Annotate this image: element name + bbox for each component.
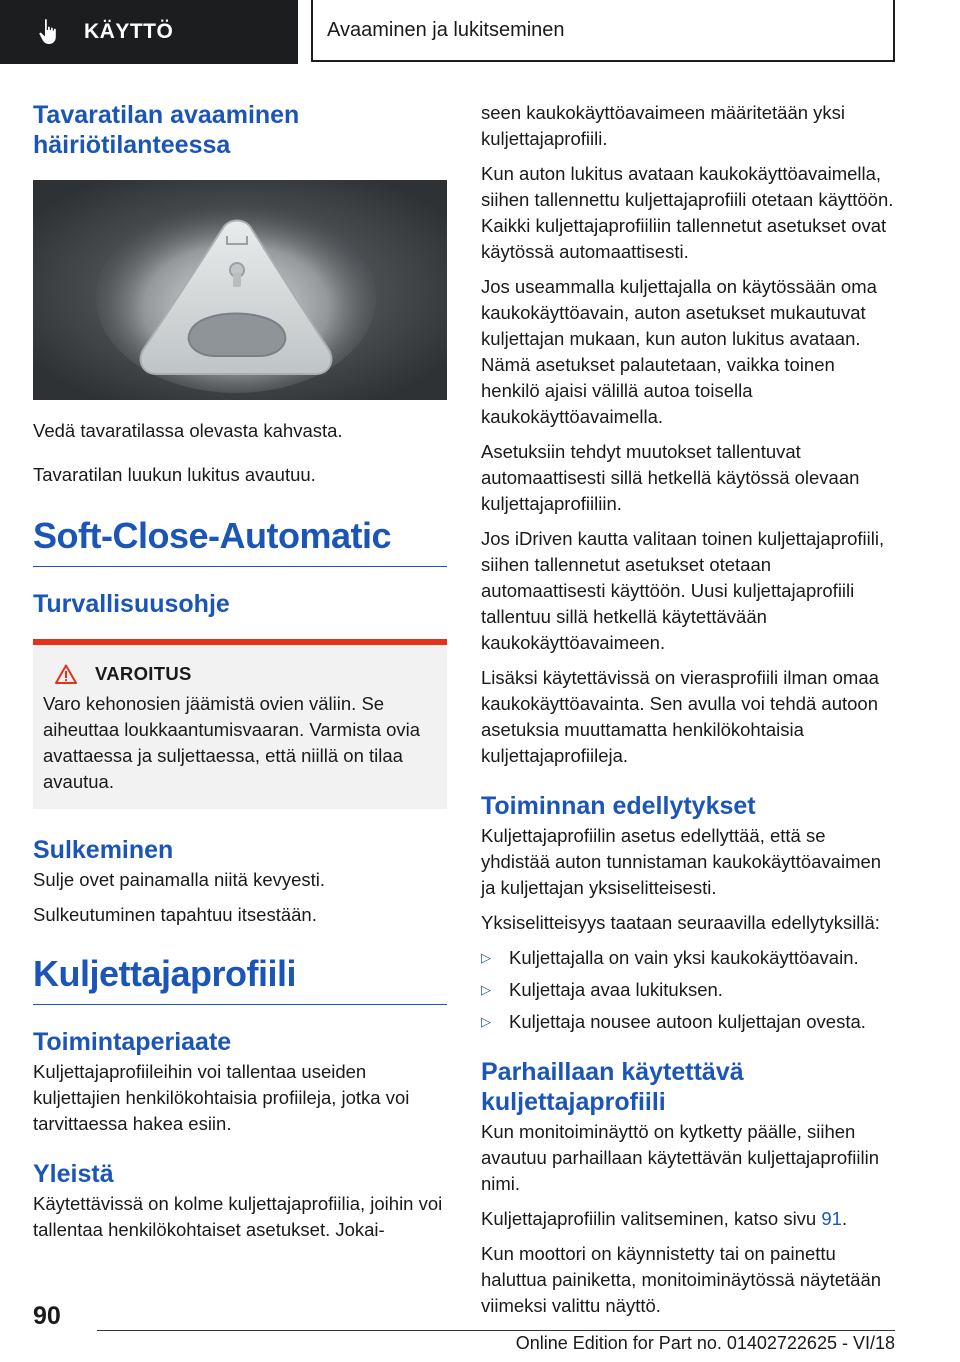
paragraph: Sulkeutuminen tapahtuu itsestään. [33,904,317,925]
list-item: ▷ Kuljettaja avaa lukituksen. [481,977,895,1003]
paragraph: Vedä tavaratilassa olevasta kahvasta. [33,420,343,441]
warning-title: VAROITUS [95,663,192,684]
paragraph: Kun moottori on käynnistetty tai on painettu haluttua painiketta, monitoiminäytössä näytetään viimeksi valittu näyttö. [481,1243,882,1316]
paragraph: Yksiselitteisyys taataan seuraavilla edellytyksillä: [481,912,880,933]
chapter-header [311,0,895,62]
section-title: KÄYTTÖ [84,20,174,43]
warning-text: Varo kehonosien jäämistä ovien väliin. Se aiheuttaa loukkaantumisvaaran. Varmista ovia avattaessa ja suljettaessa, että niillä on tilaa avautua. [43,693,421,792]
section-tab [0,0,298,64]
paragraph: Jos useammalla kuljettajalla on käytössään oma kaukokäyttöavain, auton asetukset mukautuvat kuljettajan mukaan, kun auton lukitus avataan. Nämä asetukset palautetaan, vaikka toinen henkilö ajaisi välillä autoa toisella kaukokäyttöavaimella. [481,276,877,427]
heading-general: Yleistä [33,1160,114,1188]
paragraph: Kun auton lukitus avataan kaukokäyttöavaimella, siihen tallennettu kuljettajaprofiili otetaan käyttöön. Kaikki kuljettajaprofiiliin tallennetut asetukset ovat käytössä automaattisesti. [481,163,894,262]
paragraph: Kun monitoiminäyttö on kytketty päälle, siihen avautuu parhaillaan käytettävän kuljettajaprofiilin nimi. [481,1121,880,1194]
page-number: 90 [33,1302,61,1330]
trunk-handle-illustration [33,180,447,400]
warning-box [33,639,447,809]
paragraph: Lisäksi käytettävissä on vierasprofiili ilman omaa kaukokäyttöavainta. Sen avulla voi tehdä autoon asetuksia muuttamatta henkilökohtaisia kuljettajaprofiileja. [481,667,879,766]
list-item: ▷ Kuljettajalla on vain yksi kaukokäyttöavain. [481,945,895,971]
footer-divider [97,1330,895,1331]
paragraph: Kuljettajaprofiileihin voi tallentaa useiden kuljettajien henkilökohtaisia profiileja, jotka voi tarvittaessa hakea esiin. [33,1061,410,1134]
heading-soft-close: Soft-Close-Automatic [33,514,447,567]
heading-requirements: Toiminnan edellytykset [481,792,756,820]
paragraph: Kuljettajaprofiilin asetus edellyttää, että se yhdistää auton tunnistaman kaukokäyttöavaimen ja kuljettajan yksiselitteisesti. [481,825,882,898]
bullet-triangle-icon: ▷ [481,950,491,965]
page-link[interactable]: 91 [821,1208,842,1229]
paragraph: seen kaukokäyttöavaimeen määritetään yksi kuljettajaprofiili. [481,102,846,149]
paragraph: Tavaratilan luukun lukitus avautuu. [33,464,316,485]
paragraph: Sulje ovet painamalla niitä kevyesti. [33,869,326,890]
heading-driver-profile: Kuljettajaprofiili [33,952,447,1005]
warning-triangle-icon [55,664,77,684]
bullet-triangle-icon: ▷ [481,1014,491,1029]
right-column [481,100,895,1328]
footer-edition: Online Edition for Part no. 01402722625 - VI/18 [515,1333,895,1353]
paragraph: Asetuksiin tehdyt muutokset tallentuvat automaattisesti sillä hetkellä käytössä olevaan kuljettajaprofiiliin. [481,441,860,514]
heading-closing: Sulkeminen [33,836,174,864]
trunk-handle-photo [33,180,447,400]
list-item: ▷ Kuljettaja nousee autoon kuljettajan ovesta. [481,1009,895,1035]
hand-pointer-icon [38,18,62,46]
bullet-triangle-icon: ▷ [481,982,491,997]
paragraph: Käytettävissä on kolme kuljettajaprofiilia, joihin voi tallentaa henkilökohtaiset asetukset. Jokai- [33,1193,443,1240]
heading-principle: Toimintaperiaate [33,1028,232,1056]
heading-safety-note: Turvallisuusohje [33,590,230,618]
chapter-title: Avaaminen ja lukitseminen [327,18,565,41]
heading-current-profile: Parhaillaan käytettävä kuljettajaprofiili [481,1058,744,1116]
heading-trunk-emergency-opening: Tavaratilan avaaminen häiriötilanteessa [33,101,300,159]
paragraph: Kuljettajaprofiilin valitseminen, katso sivu 91. [481,1208,848,1229]
requirements-list [481,945,895,1035]
paragraph: Jos iDriven kautta valitaan toinen kuljettajaprofiili, siihen tallennetut asetukset otetaan automaattisesti käyttöön. Uusi kuljettajaprofiili tallentuu sillä hetkellä käytettävään kaukokäyttöavaimeen. [481,528,885,653]
left-column [33,100,447,1252]
